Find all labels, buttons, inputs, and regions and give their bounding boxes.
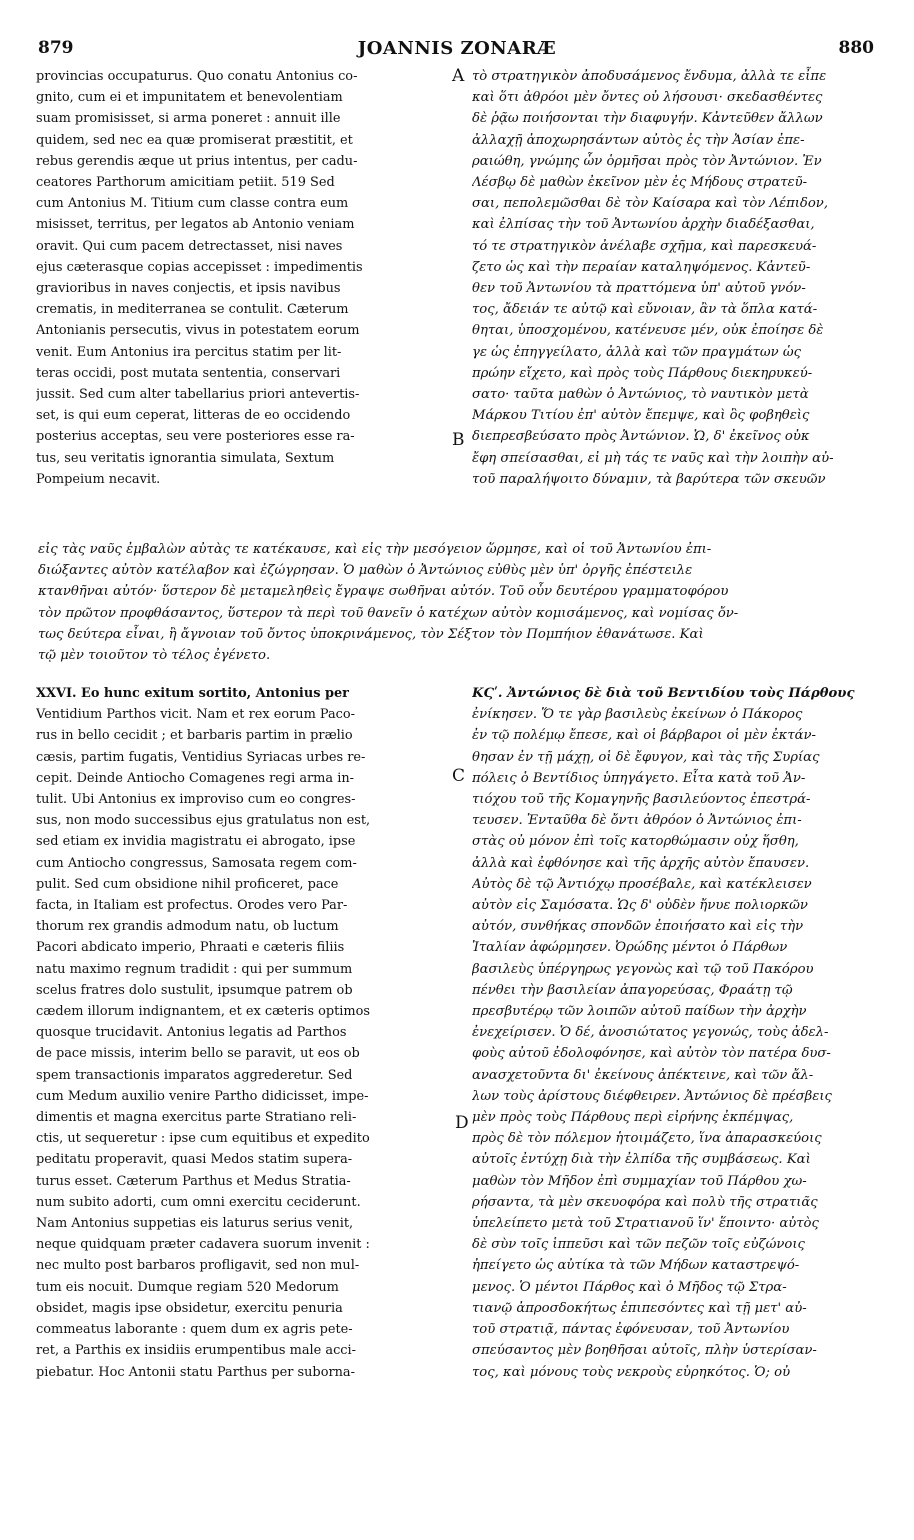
- text-line: διώξαντες αὐτὸν κατέλαβον καὶ ἐζώγρησαν. Ὁ μαθὼν ὁ Ἀντώνιος εὐθὺς μὲν ὑπ' ὀργῆς ἐπέστειλε: [38, 563, 693, 579]
- text-line: πρὸς δὲ τὸν πόλεμον ἡτοιμάζετο, ἵνα ἀπαρασκεύοις: [472, 1131, 822, 1147]
- text-line: jussit. Sed cum alter tabellarius priori antevertis-: [36, 387, 360, 403]
- text-line: suam promisisset, si arma poneret : annuit ille: [36, 111, 341, 127]
- text-line: peditatu properavit, quasi Medos statim supera-: [36, 1152, 353, 1168]
- text-line: sus, non modo successibus ejus gratulatus non est,: [36, 813, 371, 829]
- text-line: neque quidquam præter cadavera suorum invenit :: [36, 1237, 370, 1253]
- text-line: ctis, ut sequeretur : ipse cum equitibus et expedito: [36, 1131, 370, 1147]
- text-line: piebatur. Hoc Antonii statu Parthus per suborna-: [36, 1364, 355, 1380]
- text-line: rebus gerendis æque ut prius intentus, per cadu-: [36, 153, 358, 169]
- text-line: ζετο ὡς καὶ τὴν περαίαν καταληψόμενος. Κἀντεῦ-: [472, 259, 811, 275]
- text-line: de pace missis, interim bello se paravit, ut eos ob: [36, 1046, 360, 1062]
- text-line: tulit. Ubi Antonius ex improviso cum eo congres-: [36, 792, 356, 808]
- text-line: θεν τοῦ Ἀντωνίου τὰ πραττόμενα ὑπ' αὐτοῦ γνόν-: [472, 281, 806, 297]
- greek-column-block-2: [472, 683, 876, 1383]
- greek-column-block-1: [472, 66, 876, 490]
- text-line: rus in bello cecidit ; et barbaris partim in prælio: [36, 728, 353, 744]
- text-line: provincias occupaturus. Quo conatu Antonius co-: [36, 69, 358, 84]
- latin-column-block-2: [36, 683, 446, 1383]
- text-line: Λέσβῳ δὲ μαθὼν ἐκεῖνον μὲν ἐς Μήδους στρατεῦ-: [472, 175, 808, 191]
- text-line: Antonianis persecutis, vivus in potestatem eorum: [36, 323, 360, 339]
- text-line: tus, seu veritatis ignorantia simulata, Sextum: [36, 450, 335, 466]
- margin-marker-b: B: [452, 430, 465, 450]
- text-line: spem transactionis imparatos aggrederetur. Sed: [36, 1067, 353, 1083]
- text-line: ἐνεχείρισεν. Ὁ δέ, ἀνοσιώτατος γεγονώς, τοὺς ἀδελ-: [472, 1025, 829, 1041]
- text-line: τως δεύτερα εἶναι, ἢ ἄγνοιαν τοῦ ὄντος ὑποκρινάμενος, τὸν Σέξτον τὸν Πομπήιον ἐθανάτωσε. Καὶ: [38, 626, 704, 642]
- text-line: μαθὼν τὸν Μῆδον ἐπὶ συμμαχίαν τοῦ Πάρθου χω-: [472, 1173, 807, 1189]
- text-line: τιόχου τοῦ τῆς Κομαγηνῆς βασιλεύοντος ἐπεστρά-: [472, 792, 811, 808]
- text-line: ἐνίκησεν. Ὅ τε γὰρ βασιλεὺς ἐκείνων ὁ Πάκορος: [472, 707, 803, 723]
- text-line: XXVI. Eo hunc exitum sortito, Antonius per: [36, 686, 349, 701]
- text-line: turus esset. Cæterum Parthus et Medus Stratia-: [36, 1173, 351, 1189]
- text-line: ἀλλαχῇ ἀποχωρησάντων αὐτὸς ἐς τὴν Ἀσίαν ἐπε-: [472, 132, 805, 148]
- text-line: cædem illorum indignantem, et ex cæteris optimos: [36, 1004, 370, 1020]
- text-line: teras occidi, post mutata sententia, conservari: [36, 365, 341, 381]
- text-line: τό τε στρατηγικὸν ἀνέλαβε σχῆμα, καὶ παρεσκευά-: [472, 238, 817, 254]
- text-line: sed etiam ex invidia magistratu ei abrogato, ipse: [36, 834, 356, 850]
- text-line: θηται, ὑποσχομένου, κατένευσε μέν, οὐκ ἐποίησε δὲ: [472, 323, 824, 339]
- text-line: ἠπείγετο ὡς αὐτίκα τὰ τῶν Μήδων καταστρεψό-: [472, 1258, 800, 1274]
- text-line: πρώην εἴχετο, καὶ πρὸς τοὺς Πάρθους διεκηρυκεύ-: [472, 365, 813, 381]
- text-line: ceatores Parthorum amicitiam petiit. 519 Sed: [36, 175, 335, 191]
- text-line: θησαν ἐν τῇ μάχῃ, οἱ δὲ ἔφυγον, καὶ τὰς τῆς Συρίας: [472, 749, 820, 765]
- text-line: ραιώθη, γνώμης ὧν ὁρμῆσαι πρὸς τὸν Ἀντώνιον. Ἐν: [472, 153, 822, 169]
- text-line: σατο· ταῦτα μαθὼν ὁ Ἀντώνιος, τὸ ναυτικὸν μετὰ: [472, 387, 809, 403]
- text-line: cum Antiocho congressus, Samosata regem com-: [36, 855, 357, 871]
- text-line: posterius acceptas, seu vere posteriores esse ra-: [36, 429, 355, 445]
- text-line: καὶ ὅτι ἀθρόοι μὲν ὄντες οὐ λήσουσι· σκεδασθέντες: [472, 90, 823, 106]
- text-line: commeatus laborante : quem dum ex agris pete-: [36, 1322, 353, 1338]
- text-line: Pacori abdicato imperio, Phraati e cæteris filiis: [36, 940, 345, 956]
- text-line: φοὺς αὐτοῦ ἐδολοφόνησε, καὶ αὐτὸν τὸν πατέρα δυσ-: [472, 1046, 831, 1062]
- text-line: στὰς οὐ μόνον ἐπὶ τοῖς κατορθώμασιν οὐχ ἥσθη,: [472, 834, 799, 850]
- text-line: obsidet, magis ipse obsidetur, exercitu penuria: [36, 1300, 343, 1316]
- margin-marker-a: A: [452, 66, 465, 86]
- text-line: dimentis et magna exercitus parte Stratiano reli-: [36, 1110, 357, 1126]
- text-line: τὸ στρατηγικὸν ἀποδυσάμενος ἔνδυμα, ἀλλὰ τε εἶπε: [472, 69, 827, 84]
- text-line: cum Antonius M. Titium cum classe contra eum: [36, 196, 349, 212]
- text-line: τος, καὶ μόνους τοὺς νεκροὺς εὑρηκότος. Ὁ; οὐ: [472, 1364, 791, 1380]
- text-line: δὲ ῥᾷω ποιήσονται τὴν διαφυγήν. Κἀντεῦθεν ἄλλων: [472, 111, 823, 127]
- text-line: tum eis nocuit. Dumque regiam 520 Medorum: [36, 1279, 339, 1295]
- latin-column-block-1: [36, 66, 446, 490]
- text-line: oravit. Qui cum pacem detrectasset, nisi naves: [36, 238, 343, 254]
- text-line: quidem, sed nec ea quæ promiserat præstitit, et: [36, 132, 353, 148]
- text-line: γε ὡς ἐπηγγείλατο, ἀλλὰ καὶ τῶν πραγμάτων ὡς: [472, 344, 801, 360]
- text-line: Ἰταλίαν ἀφώρμησεν. Ὀρώδης μέντοι ὁ Πάρθων: [472, 940, 788, 956]
- text-line: αὐτοῖς ἐντύχῃ διὰ τὴν ἐλπίδα τῆς συμβάσεως. Καὶ: [472, 1152, 811, 1168]
- text-line: βασιλεὺς ὑπέργηρως γεγονὼς καὶ τῷ τοῦ Πακόρου: [472, 961, 814, 977]
- text-line: σαι, πεπολεμῶσθαι δὲ τὸν Καίσαρα καὶ τὸν Λέπιδον,: [472, 196, 829, 212]
- text-line: num subito adorti, cum omni exercitu ceciderunt.: [36, 1194, 361, 1210]
- text-line: set, is qui eum ceperat, litteras de eo occidendo: [36, 408, 351, 424]
- text-line: cepit. Deinde Antiocho Comagenes regi arma in-: [36, 770, 354, 786]
- text-line: τος, ἄδειάν τε αὐτῷ καὶ εὔνοιαν, ἂν τὰ ὅπλα κατά-: [472, 302, 818, 318]
- text-line: τιανῷ ἀπροσδοκήτως ἐπιπεσόντες καὶ τῇ μετ' αὐ-: [472, 1300, 807, 1316]
- text-line: Μάρκου Τιτίου ἐπ' αὐτὸν ἔπεμψε, καὶ ὃς φοβηθεὶς: [472, 408, 810, 424]
- text-line: μὲν πρὸς τοὺς Πάρθους περὶ εἰρήνης ἐκπέμψας,: [472, 1110, 794, 1126]
- text-line: καὶ ἐλπίσας τὴν τοῦ Ἀντωνίου ἀρχὴν διαδέξασθαι,: [472, 217, 815, 233]
- text-line: Nam Antonius suppetias eis laturus serius venit,: [36, 1216, 354, 1232]
- text-line: ἐν τῷ πολέμῳ ἔπεσε, καὶ οἱ βάρβαροι οἱ μὲν ἐκτάν-: [472, 728, 817, 744]
- text-line: πρεσβυτέρῳ τῶν λοιπῶν αὐτοῦ παίδων τὴν ἀρχὴν: [472, 1004, 807, 1020]
- text-line: gnito, cum ei et impunitatem et benevolentiam: [36, 90, 343, 106]
- text-line: thorum rex grandis admodum natu, ob luctum: [36, 919, 339, 935]
- text-line: κτανθῆναι αὐτόν· ὕστερον δὲ μεταμεληθεὶς ἔγραψε σωθῆναι αὐτόν. Τοῦ οὖν δευτέρου γραμματοφόρου: [38, 584, 729, 600]
- text-line: Pompeium necavit.: [36, 471, 161, 487]
- text-line: quosque trucidavit. Antonius legatis ad Parthos: [36, 1025, 347, 1041]
- text-line: τευσεν. Ἐνταῦθα δὲ ὄντι ἀθρόον ὁ Ἀντώνιος ἐπι-: [472, 813, 802, 829]
- text-line: Αὐτὸς δὲ τῷ Ἀντιόχῳ προσέβαλε, καὶ κατέκλεισεν: [472, 876, 812, 892]
- text-line: πόλεις ὁ Βεντίδιος ὑπηγάγετο. Εἶτα κατὰ τοῦ Ἀν-: [472, 770, 806, 786]
- text-line: ΚϚʹ. Ἀντώνιος δὲ διὰ τοῦ Βεντιδίου τοὺς Πάρθους: [472, 686, 855, 701]
- text-line: natu maximo regnum tradidit : qui per summum: [36, 961, 353, 977]
- text-line: λων τοὺς ἀρίστους διέφθειρεν. Ἀντώνιος δὲ πρέσβεις: [472, 1088, 832, 1104]
- text-line: pulit. Sed cum obsidione nihil proficeret, pace: [36, 876, 339, 892]
- text-line: ret, a Parthis ex insidiis erumpentibus male acci-: [36, 1343, 357, 1359]
- text-line: σπεύσαντος μὲν βοηθῆσαι αὐτοῖς, πλὴν ὑστερίσαν-: [472, 1343, 817, 1359]
- text-line: nec multo post barbaros profligavit, sed non mul-: [36, 1258, 360, 1274]
- text-line: ρήσαντα, τὰ μὲν σκευοφόρα καὶ πολὺ τῆς στρατιᾶς: [472, 1194, 818, 1210]
- text-line: cæsis, partim fugatis, Ventidius Syriacas urbes re-: [36, 749, 366, 765]
- page-number-right: 880: [838, 38, 874, 58]
- text-line: misisset, territus, per legatos ab Antonio veniam: [36, 217, 355, 233]
- margin-marker-c: C: [452, 766, 466, 786]
- page-header: [0, 38, 914, 62]
- text-line: ανασχετοῦντα δι' ἐκείνους ἀπέκτεινε, καὶ τῶν ἄλ-: [472, 1067, 814, 1083]
- text-line: scelus fratres dolo sustulit, ipsumque patrem ob: [36, 982, 353, 998]
- text-line: ὑπελείπετο μετὰ τοῦ Στρατιανοῦ ἵν' ἕποιντο· αὐτὸς: [472, 1216, 819, 1232]
- greek-full-width-passage: [38, 539, 878, 666]
- text-line: crematis, in mediterranea se contulit. Cæterum: [36, 302, 349, 318]
- text-line: δὲ σὺν τοῖς ἱππεῦσι καὶ τῶν πεζῶν τοῖς εὐζώνοις: [472, 1237, 805, 1253]
- text-line: αὐτὸν εἰς Σαμόσατα. Ὡς δ' οὐδὲν ἤνυε πολιορκῶν: [472, 898, 808, 914]
- text-line: ἔφη σπείσασθαι, εἰ μὴ τάς τε ναῦς καὶ τὴν λοιπὴν αὐ-: [472, 450, 834, 466]
- text-line: venit. Eum Antonius ira percitus statim per lit-: [36, 344, 342, 360]
- text-line: τοῦ στρατιᾷ, πάντας ἐφόνευσαν, τοῦ Ἀντωνίου: [472, 1322, 790, 1338]
- running-title: JOANNIS ZONARÆ: [357, 38, 557, 59]
- text-line: τὸν πρῶτον προφθάσαντος, ὕστερον τὰ περὶ τοῦ θανεῖν ὁ κατέχων αὐτὸν κομισάμενος, καὶ νομίσας ὄν-: [38, 605, 739, 621]
- text-line: facta, in Italiam est profectus. Orodes vero Par-: [36, 898, 348, 914]
- text-line: ἀλλὰ καὶ ἐφθόνησε καὶ τῆς ἀρχῆς αὐτὸν ἔπαυσεν.: [472, 855, 810, 871]
- text-line: gravioribus in naves conjectis, et ipsis navibus: [36, 281, 341, 297]
- text-line: εἰς τὰς ναῦς ἐμβαλὼν αὐτὰς τε κατέκαυσε, καὶ εἰς τὴν μεσόγειον ὥρμησε, καὶ οἱ τοῦ Ἀντωνίου ἐπι-: [38, 542, 712, 557]
- text-line: ejus cæterasque copias accepisset : impedimentis: [36, 259, 363, 275]
- text-line: cum Medum auxilio venire Partho didicisset, impe-: [36, 1088, 369, 1104]
- text-line: Ventidium Parthos vicit. Nam et rex eorum Paco-: [36, 707, 356, 723]
- text-line: διεπρεσβεύσατο πρὸς Ἀντώνιον. Ὡ, δ' ἐκεῖνος οὐκ: [472, 429, 810, 445]
- text-line: μενος. Ὁ μέντοι Πάρθος καὶ ὁ Μῆδος τῷ Στρα-: [472, 1279, 787, 1295]
- text-line: πένθει τὴν βασιλείαν ἀπαγορεύσας, Φραάτῃ τῷ: [472, 982, 793, 998]
- margin-marker-d: D: [455, 1113, 469, 1133]
- text-line: τῷ μὲν τοιοῦτον τὸ τέλος ἐγένετο.: [38, 648, 271, 664]
- page-number-left: 879: [38, 38, 74, 58]
- text-line: αὐτόν, συνθήκας σπονδῶν ἐποιήσατο καὶ εἰς τὴν: [472, 919, 804, 935]
- text-line: τοῦ παραλήψοιτο δύναμιν, τὰ βαρύτερα τῶν σκευῶν: [472, 471, 826, 487]
